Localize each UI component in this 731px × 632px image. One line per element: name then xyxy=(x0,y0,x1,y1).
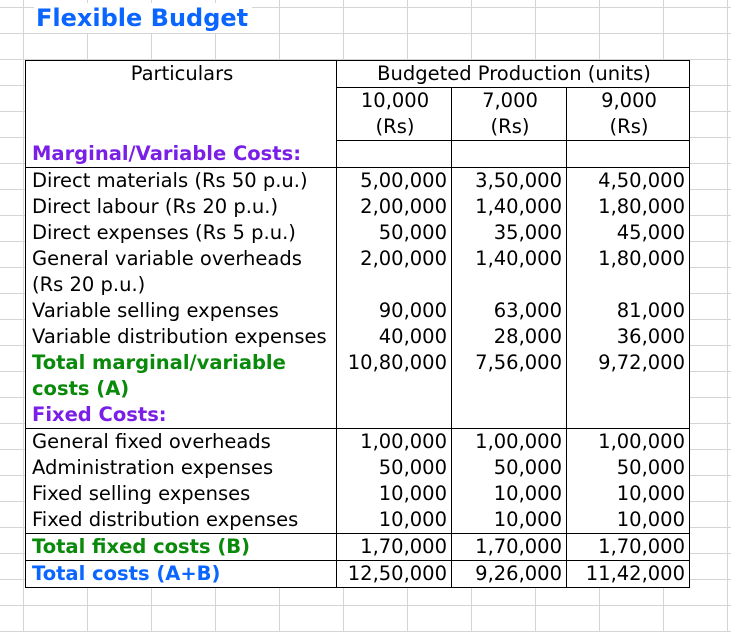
units-header-1: 10,000 xyxy=(337,88,452,115)
value-cell-2: 28,000 xyxy=(452,324,567,350)
value-cell-3: 10,000 xyxy=(567,507,690,534)
row-label: Direct labour (Rs 20 p.u.) xyxy=(32,194,279,218)
row-label: General fixed overheads xyxy=(32,429,271,453)
sheet-title: Flexible Budget xyxy=(34,3,252,33)
value-cell-2: 1,40,000 xyxy=(452,194,567,220)
value-cell-3 xyxy=(567,402,690,429)
table-row xyxy=(26,455,690,481)
value-cell-1: 2,00,000 xyxy=(337,194,452,220)
table-row xyxy=(26,194,690,220)
row-label: Total fixed costs (B) xyxy=(26,533,337,560)
row-label: General variable overheads (Rs 20 p.u.) xyxy=(32,246,302,296)
row-label: Total costs (A+B) xyxy=(32,561,221,585)
table-row xyxy=(26,246,690,298)
value-cell-2: 3,50,000 xyxy=(452,167,567,194)
value-cell-1: 50,000 xyxy=(337,220,452,246)
table-row xyxy=(26,141,690,168)
value-cell-1: 5,00,000 xyxy=(337,167,452,194)
value-cell-2: 35,000 xyxy=(452,220,567,246)
value-cell-2: 10,000 xyxy=(452,507,567,534)
row-label: Marginal/Variable Costs: xyxy=(26,141,337,168)
budget-body xyxy=(26,141,690,588)
row-label: Direct expenses (Rs 5 p.u.) xyxy=(32,220,296,244)
table-row xyxy=(26,533,690,560)
table-row xyxy=(26,324,690,350)
value-cell-3: 10,000 xyxy=(567,481,690,507)
value-cell-2: 7,56,000 xyxy=(452,350,567,402)
value-cell-2: 1,70,000 xyxy=(452,533,567,560)
row-label: Fixed selling expenses xyxy=(32,481,251,505)
value-cell-2: 50,000 xyxy=(452,455,567,481)
value-cell-1 xyxy=(337,402,452,429)
value-cell-1: 1,70,000 xyxy=(337,533,452,560)
value-cell-2: 9,26,000 xyxy=(452,560,567,587)
value-cell-2 xyxy=(452,141,567,168)
value-cell-3: 45,000 xyxy=(567,220,690,246)
value-cell-1: 10,000 xyxy=(337,507,452,534)
units-header-3: 9,000 xyxy=(567,88,690,115)
header-row-1 xyxy=(26,61,690,88)
value-cell-3: 81,000 xyxy=(567,298,690,324)
currency-header-3: (Rs) xyxy=(567,114,690,141)
row-label: Fixed distribution expenses xyxy=(26,507,337,534)
value-cell-1: 40,000 xyxy=(337,324,452,350)
value-cell-1: 10,000 xyxy=(337,481,452,507)
table-row xyxy=(26,402,690,429)
row-label: Variable distribution expenses xyxy=(32,324,327,348)
value-cell-2: 1,40,000 xyxy=(452,246,567,298)
value-cell-2: 1,00,000 xyxy=(452,428,567,455)
value-cell-3: 50,000 xyxy=(567,455,690,481)
value-cell-1: 50,000 xyxy=(337,455,452,481)
table-row xyxy=(26,560,690,587)
value-cell-1: 2,00,000 xyxy=(337,246,452,298)
currency-header-1: (Rs) xyxy=(337,114,452,141)
table-row xyxy=(26,167,690,194)
value-cell-3 xyxy=(567,141,690,168)
value-cell-1: 90,000 xyxy=(337,298,452,324)
value-cell-3: 4,50,000 xyxy=(567,167,690,194)
flexible-budget-table xyxy=(25,60,690,588)
row-label: Administration expenses xyxy=(32,455,274,479)
units-header-2: 7,000 xyxy=(452,88,567,115)
value-cell-3: 1,00,000 xyxy=(567,428,690,455)
table-row xyxy=(26,481,690,507)
table-row xyxy=(26,428,690,455)
value-cell-1: 10,80,000 xyxy=(337,350,452,402)
value-cell-1 xyxy=(337,141,452,168)
budgeted-production-header: Budgeted Production (units) xyxy=(337,61,690,88)
row-label: Fixed Costs: xyxy=(26,402,337,429)
value-cell-1: 12,50,000 xyxy=(337,560,452,587)
value-cell-3: 1,80,000 xyxy=(567,194,690,220)
value-cell-2 xyxy=(452,402,567,429)
row-label: Total marginal/variable costs (A) xyxy=(32,350,286,400)
value-cell-3: 36,000 xyxy=(567,324,690,350)
table-row xyxy=(26,507,690,534)
value-cell-3: 1,70,000 xyxy=(567,533,690,560)
value-cell-2: 10,000 xyxy=(452,481,567,507)
currency-header-2: (Rs) xyxy=(452,114,567,141)
value-cell-2: 63,000 xyxy=(452,298,567,324)
value-cell-3: 1,80,000 xyxy=(567,246,690,298)
table-row xyxy=(26,350,690,402)
particulars-header: Particulars xyxy=(130,62,234,85)
row-label: Variable selling expenses xyxy=(32,298,279,322)
table-row xyxy=(26,298,690,324)
value-cell-1: 1,00,000 xyxy=(337,428,452,455)
value-cell-3: 11,42,000 xyxy=(567,560,690,587)
row-label: Direct materials (Rs 50 p.u.) xyxy=(32,168,308,192)
table-row xyxy=(26,220,690,246)
value-cell-3: 9,72,000 xyxy=(567,350,690,402)
